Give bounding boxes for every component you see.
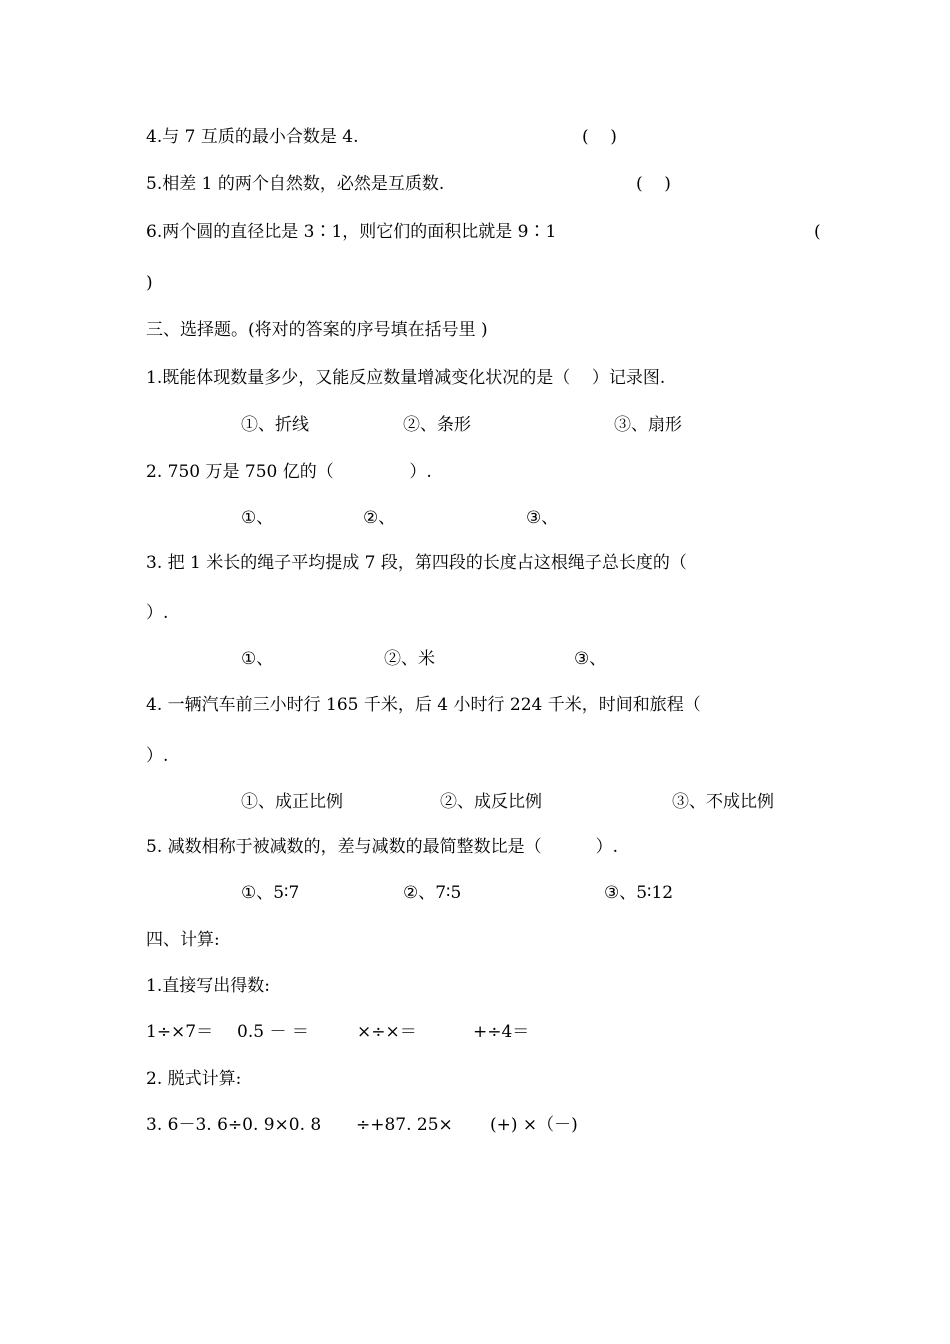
choice-question-5: 5. 减数相称于被减数的，差与减数的最简整数比是（ ）.: [146, 837, 619, 857]
choice-question-1: 1.既能体现数量多少，又能反应数量增减变化状况的是（ ）记录图.: [146, 368, 666, 388]
subheading-stepwise: 2. 脱式计算:: [146, 1069, 242, 1089]
calc-item: 3. 6－3. 6÷0. 9×0. 8: [146, 1115, 322, 1135]
answer-blank-close: ): [146, 273, 153, 293]
answer-blank: ( ): [636, 174, 671, 194]
choice-option: ①、5∶7: [241, 883, 300, 903]
choice-option: ②、条形: [403, 415, 471, 435]
calc-item: ×÷×＝: [357, 1022, 417, 1042]
choice-option: ①、: [241, 508, 274, 528]
calc-item: 1÷×7＝: [146, 1022, 214, 1042]
choice-option: ②、: [363, 508, 396, 528]
question-tail: ）.: [146, 746, 169, 766]
choice-question-4: 4. 一辆汽车前三小时行 165 千米，后 4 小时行 224 千米，时间和旅程（: [146, 695, 701, 715]
choice-option: ③、5∶12: [604, 883, 674, 903]
choice-option: ②、7∶5: [403, 883, 462, 903]
calc-item: +÷4＝: [473, 1022, 530, 1042]
question-tail: ）.: [146, 603, 169, 623]
choice-option: ③、: [526, 508, 559, 528]
calc-item: 0.5 － ＝: [237, 1022, 309, 1042]
choice-option: ③、: [574, 649, 607, 669]
choice-option: ②、成反比例: [440, 792, 542, 812]
choice-option: ①、折线: [241, 415, 309, 435]
calc-item: ÷+87. 25×: [356, 1115, 453, 1135]
choice-option: ②、米: [384, 649, 435, 669]
answer-blank: ( ): [582, 127, 617, 147]
section-heading-calc: 四、计算:: [146, 930, 220, 950]
judge-item-5: 5.相差 1 的两个自然数，必然是互质数.: [146, 174, 445, 194]
answer-blank-open: (: [814, 222, 821, 242]
judge-item-6: 6.两个圆的直径比是 3∶1，则它们的面积比就是 9∶1: [146, 222, 557, 242]
choice-question-2: 2. 750 万是 750 亿的（ ）.: [146, 462, 432, 482]
choice-option: ①、成正比例: [241, 792, 343, 812]
choice-option: ③、不成比例: [672, 792, 774, 812]
choice-question-3: 3. 把 1 米长的绳子平均提成 7 段，第四段的长度占这根绳子总长度的（: [146, 553, 687, 573]
section-heading-choice: 三、选择题。(将对的答案的序号填在括号里 ): [146, 320, 488, 340]
judge-item-4: 4.与 7 互质的最小合数是 4.: [146, 127, 359, 147]
choice-option: ③、扇形: [614, 415, 682, 435]
subheading-direct: 1.直接写出得数:: [146, 976, 270, 996]
calc-item: (+) ×（－): [490, 1115, 578, 1135]
choice-option: ①、: [241, 649, 274, 669]
